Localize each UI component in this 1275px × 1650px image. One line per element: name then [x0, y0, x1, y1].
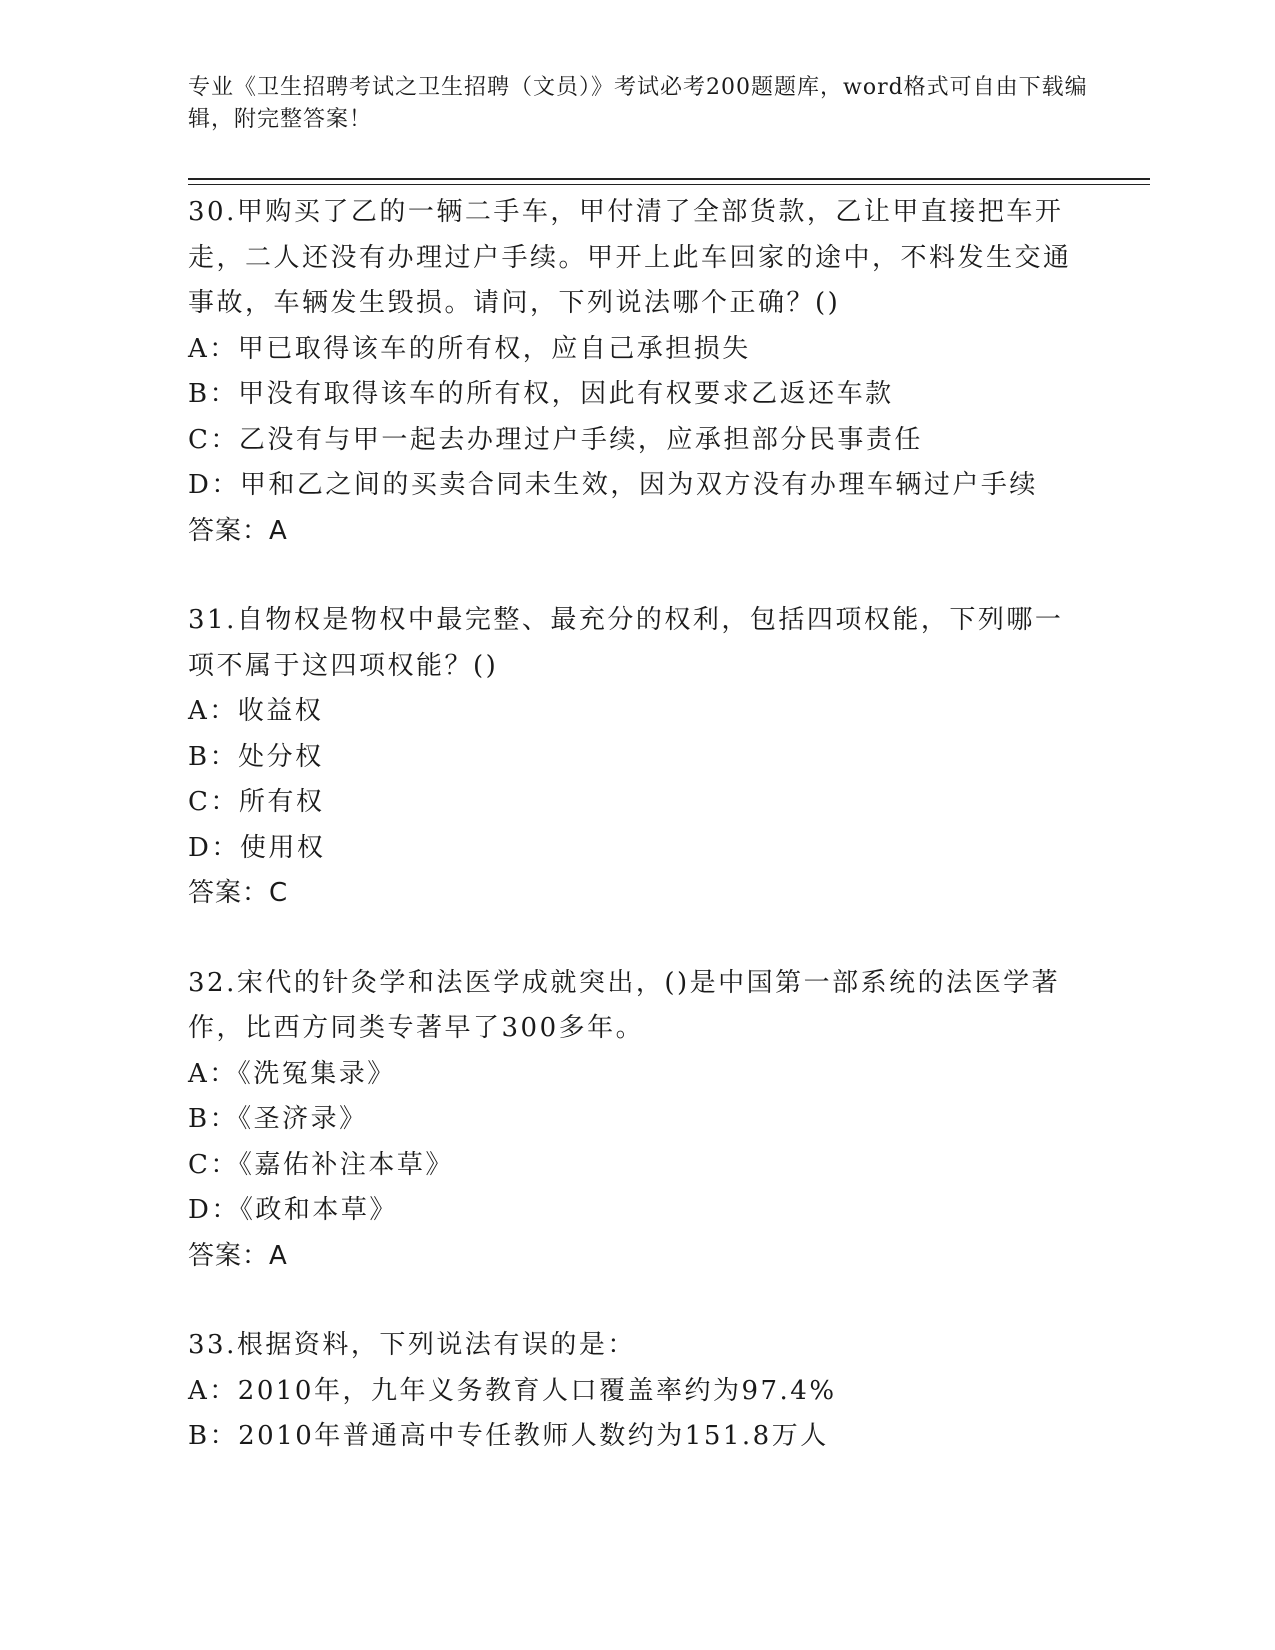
question-32: [188, 961, 1088, 1280]
header-rule-thick: [188, 178, 1150, 180]
option-a: A：《洗冤集录》: [188, 1058, 396, 1089]
option-b: B：《圣济录》: [188, 1104, 368, 1134]
option-d: D：使用权: [188, 832, 326, 863]
option-c: C：乙没有与甲一起去办理过户手续，应承担部分民事责任: [188, 424, 923, 455]
question-31: [188, 598, 1088, 917]
option-d: D：《政和本草》: [188, 1195, 398, 1225]
answer: 答案：A: [188, 515, 288, 546]
question-text: 30.甲购买了乙的一辆二手车，甲付清了全部货款，乙让甲直接把车开走，二人还没有办理过户手续。甲开上此车回家的途中，不料发生交通事故，车辆发生毁损。请问，下列说法哪个正确？(): [188, 197, 1072, 318]
header-rule-thin: [188, 184, 1150, 185]
answer: 答案：C: [188, 878, 289, 908]
option-a: A：2010年，九年义务教育人口覆盖率约为97.4%: [188, 1375, 837, 1406]
option-b: B：2010年普通高中专任教师人数约为151.8万人: [188, 1421, 829, 1451]
option-b: B：处分权: [188, 741, 324, 772]
option-b: B：甲没有取得该车的所有权，因此有权要求乙返还车款: [188, 379, 894, 409]
option-a: A：收益权: [188, 696, 324, 726]
option-c: C：所有权: [188, 787, 325, 817]
document-header: 专业《卫生招聘考试之卫生招聘（文员）》考试必考200题题库，word格式可自由下载编辑，附完整答案！: [188, 75, 1088, 132]
question-33: [188, 1323, 1088, 1460]
option-d: D：甲和乙之间的买卖合同未生效，因为双方没有办理车辆过户手续: [188, 470, 1038, 500]
question-text: 33.根据资料，下列说法有误的是：: [188, 1330, 636, 1360]
question-30: [188, 190, 1088, 554]
option-c: C：《嘉佑补注本草》: [188, 1149, 454, 1180]
question-list: [188, 190, 1088, 1504]
answer: 答案：A: [188, 1240, 288, 1271]
question-text: 31.自物权是物权中最完整、最充分的权利，包括四项权能，下列哪一项不属于这四项权能？(): [188, 605, 1064, 681]
question-text: 32.宋代的针灸学和法医学成就突出，()是中国第一部系统的法医学著作，比西方同类专著早了300多年。: [188, 967, 1061, 1043]
option-a: A：甲已取得该车的所有权，应自己承担损失: [188, 333, 751, 364]
